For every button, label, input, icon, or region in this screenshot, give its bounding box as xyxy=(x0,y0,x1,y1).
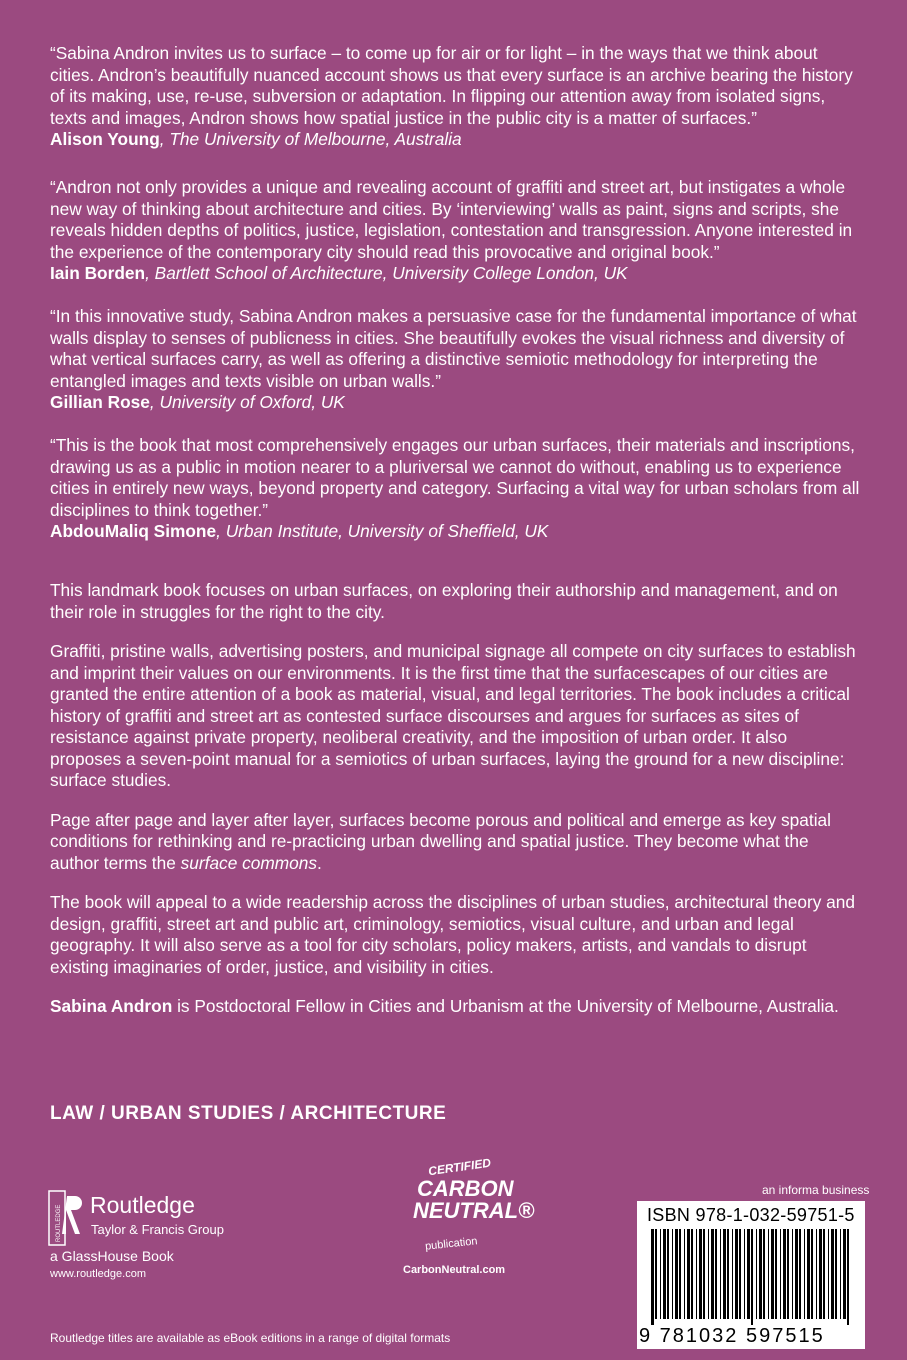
publisher-group: Taylor & Francis Group xyxy=(91,1222,224,1237)
quote-affiliation: , The University of Melbourne, Australia xyxy=(159,129,462,149)
quote-attribution xyxy=(50,129,862,151)
description-paragraph: Graffiti, pristine walls, advertising posters, and municipal signage all compete on city surfaces to establish and imprint their values on our environments. It is the first time that the surfacescapes of our cities are granted the entire attention of a book as material, visual, and legal territories. The book includes a critical history of graffiti and street art as contested surface discourses and argues for surfaces as sites of resistance against private property, neoliberal creativity, and the imposition of urban order. It also proposes a seven-point manual for a semiotics of urban surfaces, laying the ground for a new discipline: surface studies. xyxy=(50,641,856,790)
carbon-line1: CARBON xyxy=(417,1176,514,1201)
quote-attribution xyxy=(50,521,862,543)
carbon-neutral-badge xyxy=(403,1155,535,1280)
carbon-publication: publication xyxy=(424,1235,479,1253)
quote-author: AbdouMaliq Simone xyxy=(50,521,217,541)
carbon-certified: CERTIFIED xyxy=(427,1155,492,1179)
author-name: Sabina Andron xyxy=(50,996,173,1016)
endorsement-3 xyxy=(50,306,862,414)
quote-author: Gillian Rose xyxy=(50,392,150,412)
quote-text: “Sabina Andron invites us to surface – to come up for air or for light – in the ways that we think about cities. Andron’s beautifully nuanced account shows us that every surface is an archive bearing the history of its making, use, re-use, subversion or adaptation. In flipping our attention away from isolated signs, texts and images, Andron shows how spatial justice in the public city is a matter of surfaces.” xyxy=(50,43,853,128)
description-text: . xyxy=(317,852,322,873)
publisher-block xyxy=(48,1190,308,1290)
description-paragraph: This landmark book focuses on urban surfaces, on exploring their authorship and management, and on their role in struggles for the right to the city. xyxy=(50,580,838,622)
endorsement-1 xyxy=(50,43,862,151)
isbn-barcode-box xyxy=(637,1201,865,1349)
carbon-url: CarbonNeutral.com xyxy=(403,1264,506,1276)
quote-attribution xyxy=(50,263,862,285)
ebook-note: Routledge titles are available as eBook editions in a range of digital formats xyxy=(50,1331,451,1345)
publisher-imprint: a GlassHouse Book xyxy=(50,1248,174,1264)
description-paragraph xyxy=(50,810,862,875)
quote-author: Iain Borden xyxy=(50,263,146,283)
quote-text: “Andron not only provides a unique and revealing account of graffiti and street art, but instigates a whole new way of thinking about architecture and cities. By ‘interviewing’ walls as paint, signs and scripts, she reveals hidden depths of politics, justice, legislation, contestation and transgression. Anyone interested in the experience of the contemporary city should read this provocative and original book.” xyxy=(50,177,853,262)
publisher-name: Routledge xyxy=(90,1192,195,1218)
isbn-label: ISBN 978-1-032-59751-5 xyxy=(647,1205,855,1225)
isbn-digits: 9 781032 597515 xyxy=(639,1325,825,1347)
quote-affiliation: , Urban Institute, University of Sheffield, UK xyxy=(216,521,549,541)
quote-text: “In this innovative study, Sabina Andron makes a persuasive case for the fundamental importance of what walls display to senses of publicness in cities. She beautifully evokes the visual richness and diversity of what vertical surfaces carry, as well as offering a distinctive semiotic methodology for interpreting the entangled images and texts visible on urban walls.” xyxy=(50,306,857,391)
description-paragraph: The book will appeal to a wide readership across the disciplines of urban studies, architectural theory and design, graffiti, street art and public art, criminology, semiotics, visual culture, and urban and legal geography. It will also serve as a tool for city scholars, policy makers, artists, and vandals to disrupt existing imaginaries of order, justice, and visibility in cities. xyxy=(50,892,855,977)
informa-tagline: an informa business xyxy=(762,1183,870,1197)
author-bio xyxy=(50,996,862,1018)
quote-author: Alison Young xyxy=(50,129,160,149)
book-description xyxy=(50,580,862,1036)
routledge-logo-icon xyxy=(48,1190,84,1246)
carbon-line2: NEUTRAL® xyxy=(413,1198,535,1223)
publisher-url: www.routledge.com xyxy=(50,1268,146,1280)
endorsement-2 xyxy=(50,177,862,285)
description-text: Page after page and layer after layer, surfaces become porous and political and emerge as key spatial conditions for rethinking and re-practicing urban dwelling and spatial justice. They become what the author terms the xyxy=(50,809,831,873)
quote-attribution xyxy=(50,392,862,414)
endorsement-4 xyxy=(50,435,862,543)
barcode-icon xyxy=(647,1229,855,1325)
logo-vertical-text: ROUTLEDGE xyxy=(56,1204,62,1242)
quote-affiliation: , Bartlett School of Architecture, University College London, UK xyxy=(145,263,628,283)
quote-affiliation: , University of Oxford, UK xyxy=(149,392,345,412)
author-bio-text: is Postdoctoral Fellow in Cities and Urbanism at the University of Melbourne, Australia. xyxy=(172,996,839,1016)
description-emphasis: surface commons xyxy=(180,852,318,873)
quote-text: “This is the book that most comprehensively engages our urban surfaces, their materials and inscriptions, drawing us as a public in motion nearer to a pluriversal we cannot do without, enabling us to experience cities in entirely new ways, beyond property and category. Surfacing a vital way for urban scholars from all disciplines to think together.” xyxy=(50,435,860,520)
subject-category: LAW / URBAN STUDIES / ARCHITECTURE xyxy=(50,1103,447,1124)
